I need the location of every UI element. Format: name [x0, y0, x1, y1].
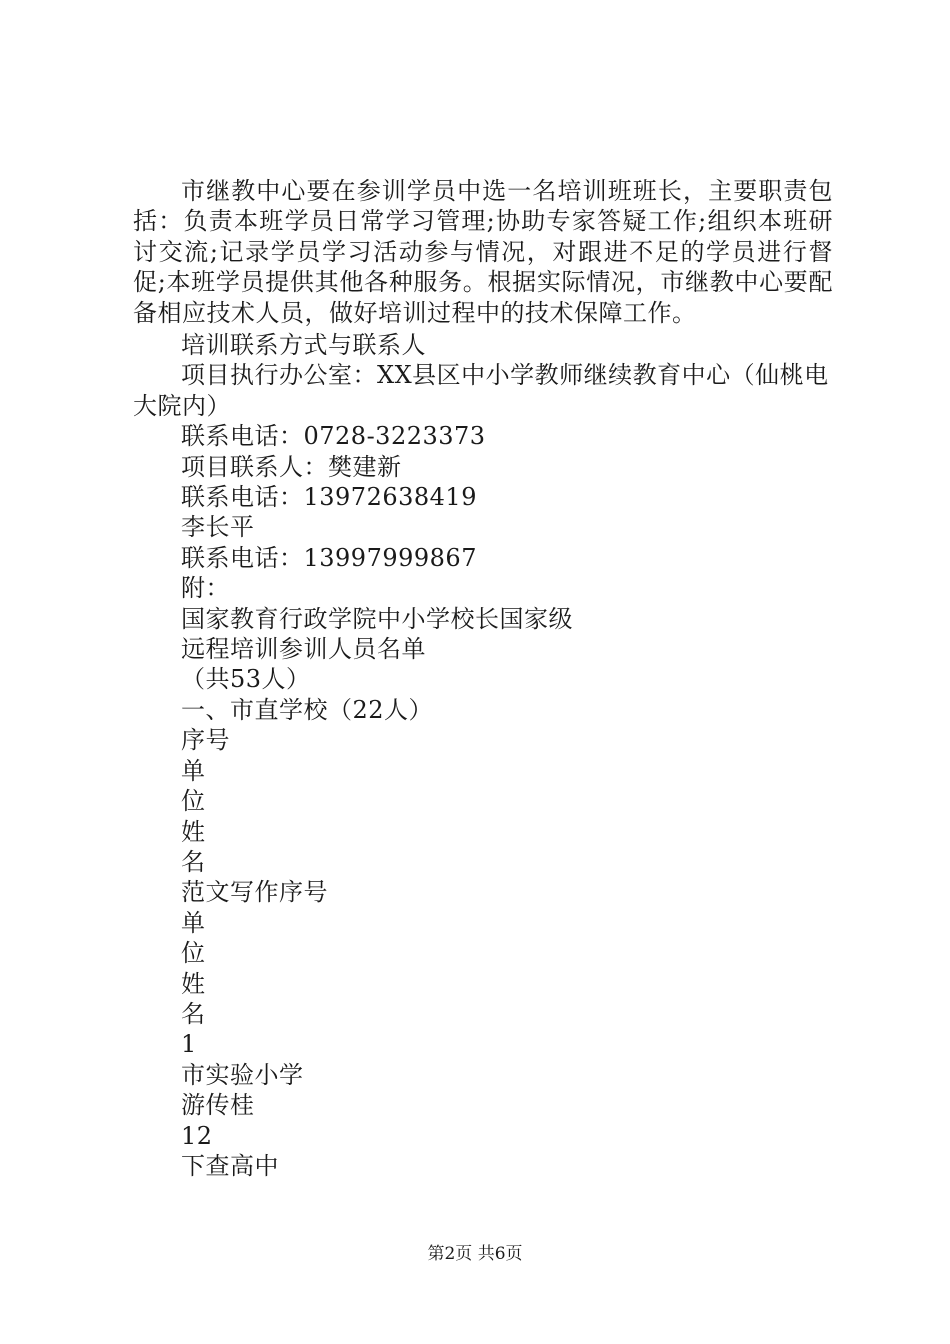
- contact-person-line: 项目联系人：樊建新: [181, 452, 402, 481]
- list-title-line-1: 国家教育行政学院中小学校长国家级: [181, 604, 573, 633]
- table-header-cell: 序号: [181, 726, 230, 755]
- table-cell: 市实验小学: [181, 1060, 304, 1089]
- content-lines: [133, 330, 833, 1181]
- phone-line-contact-1: 联系电话：13972638419: [181, 483, 477, 512]
- list-total-count: （共53人）: [181, 665, 311, 694]
- table-cell: 12: [181, 1121, 213, 1150]
- intro-paragraph: 市继教中心要在参训学员中选一名培训班班长，主要职责包括：负责本班学员日常学习管理;协助专家答疑工作;组织本班研讨交流;记录学员学习活动参与情况，对跟进不足的学员进行督促;本班学员提供其他各种服务。根据实际情况，市继教中心要配备相应技术人员，做好培训过程中的技术保障工作。: [133, 177, 833, 327]
- table-header-cell: 名: [181, 999, 206, 1028]
- section-city-schools: 一、市直学校（22人）: [181, 695, 434, 724]
- page-number-footer: 第2页 共6页: [427, 1244, 523, 1264]
- section-heading-contact: 培训联系方式与联系人: [181, 331, 426, 359]
- project-office-line: 项目执行办公室：XX县区中小学教师继续教育中心（仙桃电大院内）: [133, 361, 829, 420]
- table-header-cell: 姓: [181, 817, 206, 846]
- phone-line-contact-2: 联系电话：13997999867: [181, 543, 477, 572]
- table-header-cell: 位: [181, 939, 206, 968]
- phone-line-office: 联系电话：0728-3223373: [181, 422, 486, 451]
- table-header-cell: 位: [181, 787, 206, 816]
- contact-person-2: 李长平: [181, 513, 255, 542]
- table-header-cell: 单: [181, 756, 206, 785]
- table-cell: 游传桂: [181, 1091, 255, 1120]
- appendix-label: 附：: [181, 574, 230, 603]
- table-header-cell: 单: [181, 908, 206, 937]
- table-header-cell: 名: [181, 847, 206, 876]
- table-header-cell: 姓: [181, 969, 206, 998]
- table-cell: 下查高中: [181, 1151, 279, 1180]
- table-cell: 1: [181, 1030, 197, 1059]
- table-header-cell: 范文写作序号: [181, 878, 328, 907]
- list-title-line-2: 远程培训参训人员名单: [181, 635, 426, 664]
